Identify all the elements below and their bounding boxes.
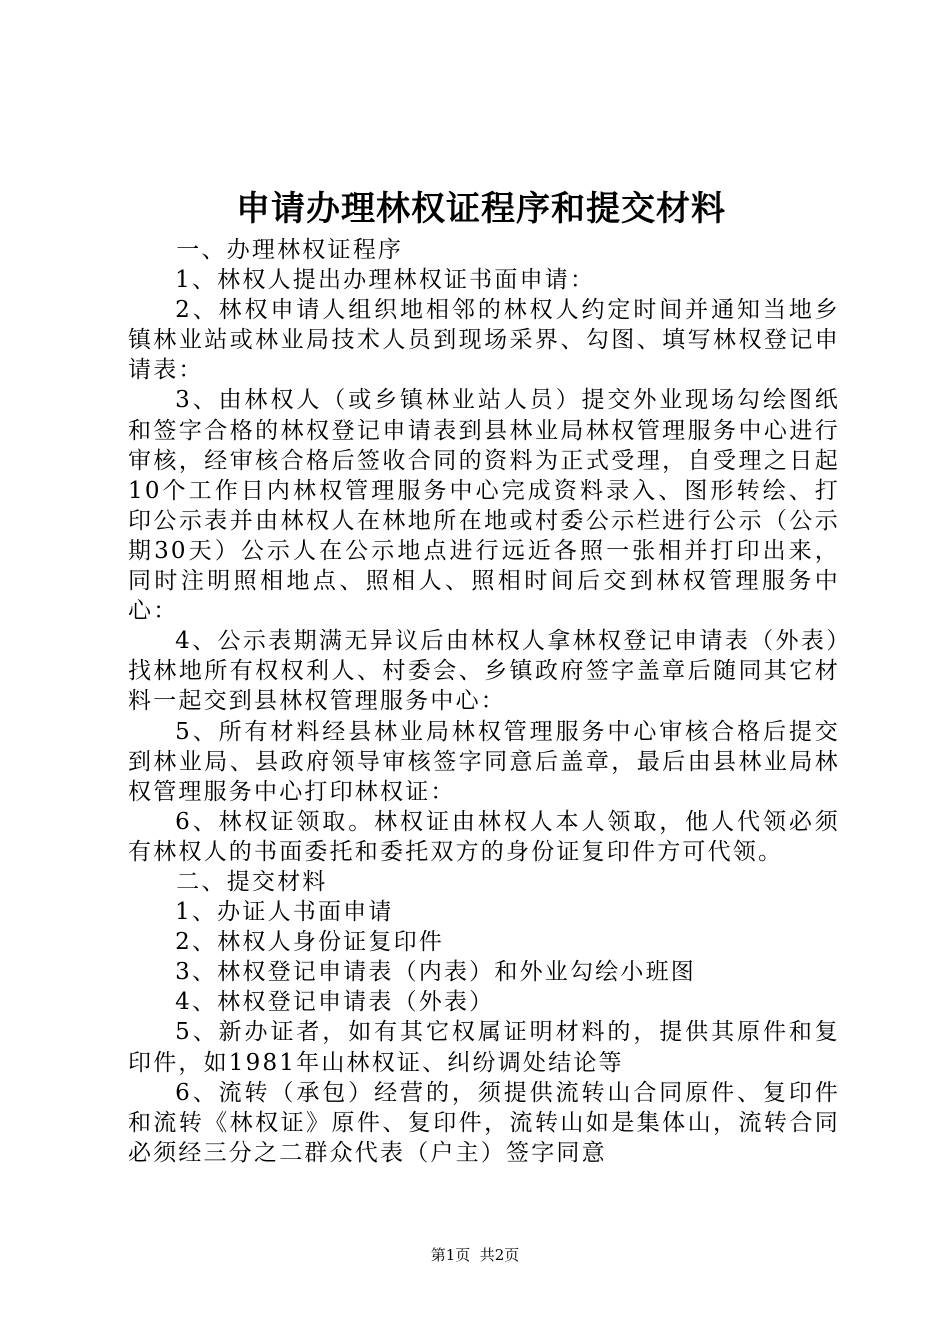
procedure-step-1: 1、林权人提出办理林权证书面申请：	[175, 267, 596, 294]
document-title: 申请办理林权证程序和提交材料	[236, 189, 726, 229]
procedure-step-3: 3、由林权人（或乡镇林业站人员）提交外业现场勾绘图纸和签字合格的林权登记申请表到县林业局林权管理服务中心进行审核，经审核合格后签收合同的资料为正式受理，自受理之日起10个工作日内林权管理服务中心完成资料录入、图形转绘、打印公示表并由林权人在林地所在地或村委公示栏进行公示（公示期30天）公示人在公示地点进行远近各照一张相并打印出来，同时注明照相地点、照相人、照相时间后交到林权管理服务中心：	[128, 387, 840, 625]
material-item-5: 5、新办证者，如有其它权属证明材料的，提供其原件和复印件，如1981年山林权证、纠纷调处结论等	[128, 1019, 840, 1076]
material-item-2: 2、林权人身份证复印件	[175, 929, 444, 956]
page-footer: 第1页 共2页	[430, 1246, 520, 1264]
procedure-step-5: 5、所有材料经县林业局林权管理服务中心审核合格后提交到林业局、县政府领导审核签字同意后盖章，最后由县林业局林权管理服务中心打印林权证：	[128, 718, 840, 805]
procedure-step-6: 6、林权证领取。林权证由林权人本人领取，他人代领必须有林权人的书面委托和委托双方的身份证复印件方可代领。	[128, 808, 840, 865]
section-heading-procedure: 一、办理林权证程序	[176, 237, 404, 263]
material-item-4: 4、林权登记申请表（外表）	[175, 989, 495, 1016]
procedure-step-2: 2、林权申请人组织地相邻的林权人约定时间并通知当地乡镇林业站或林业局技术人员到现场采界、勾图、填写林权登记申请表：	[128, 297, 840, 384]
procedure-step-4: 4、公示表期满无异议后由林权人拿林权登记申请表（外表）找林地所有权权利人、村委会、乡镇政府签字盖章后随同其它材料一起交到县林权管理服务中心：	[128, 628, 840, 715]
document-body	[128, 235, 840, 1168]
material-item-1: 1、办证人书面申请	[175, 899, 394, 926]
section-heading-materials: 二、提交材料	[176, 868, 328, 895]
material-item-3: 3、林权登记申请表（内表）和外业勾绘小班图	[175, 959, 696, 986]
material-item-6: 6、流转（承包）经营的，须提供流转山合同原件、复印件和流转《林权证》原件、复印件，流转山如是集体山，流转合同必须经三分之二群众代表（户主）签字同意	[128, 1079, 840, 1166]
